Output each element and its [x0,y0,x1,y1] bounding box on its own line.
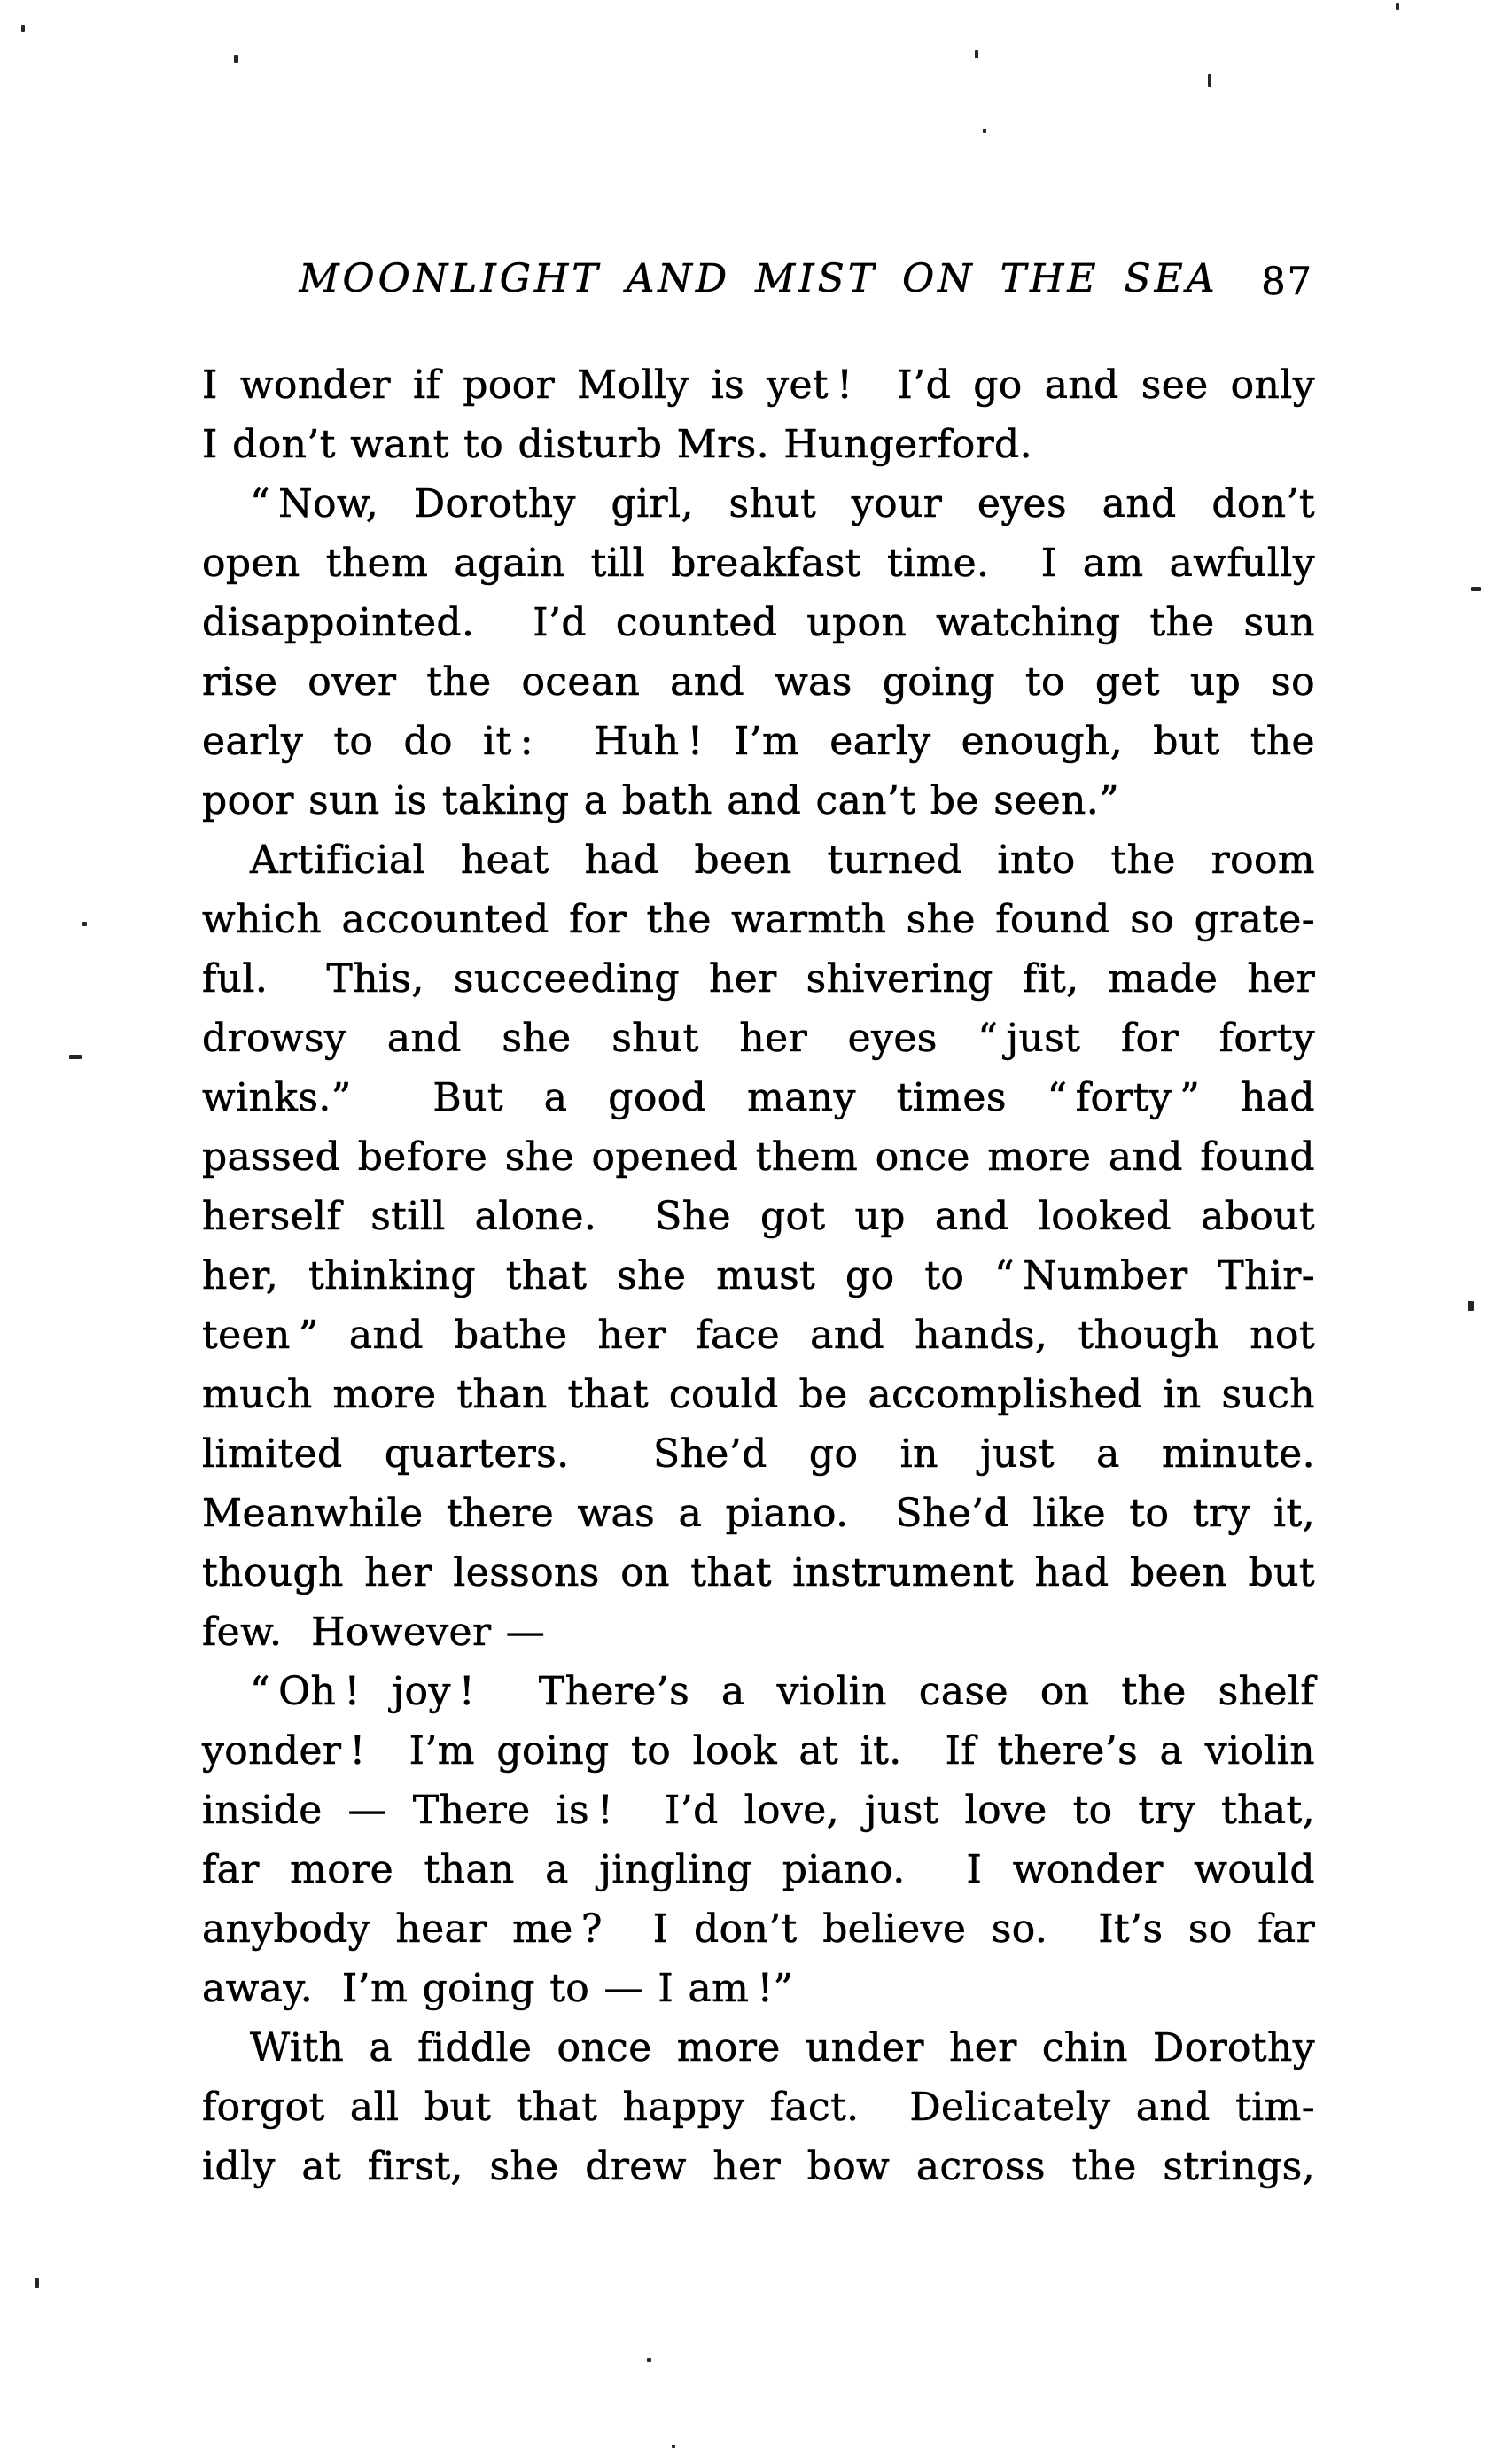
text-line: away. I’m going to — I am !” [202,1966,794,2011]
scan-speck [672,2445,675,2448]
text-line: anybody hear me ? I don’t believe so. It’s so far [202,1906,1315,1952]
text-line: “ Oh ! joy ! There’s a violin case on the shelf [250,1669,1315,1714]
scan-speck [983,129,986,133]
scan-speck [82,922,87,926]
text-line: forgot all but that happy fact. Delicately and tim- [202,2085,1315,2130]
text-line: far more than a jingling piano. I wonder would [202,1847,1315,1892]
text-line: Meanwhile there was a piano. She’d like to try it, [202,1491,1315,1536]
scan-speck [21,25,25,32]
body-text [202,355,1315,2196]
scan-speck [35,2278,39,2288]
text-line: With a fiddle once more under her chin Dorothy [250,2025,1315,2070]
scan-speck [1471,587,1481,591]
text-line: I wonder if poor Molly is yet ! I’d go and see only [202,363,1315,408]
text-line: inside — There is ! I’d love, just love to try that, [202,1788,1315,1833]
text-line: which accounted for the warmth she found so grate- [202,897,1315,942]
running-header-title: MOONLIGHT AND MIST ON THE SEA [299,256,1218,301]
scan-speck [1208,74,1211,87]
text-line: herself still alone. She got up and looked about [202,1194,1315,1239]
text-line: I don’t want to disturb Mrs. Hungerford. [202,422,1032,467]
text-line: yonder ! I’m going to look at it. If there’s a violin [202,1728,1315,1774]
scan-speck [647,2358,651,2362]
text-line: idly at first, she drew her bow across the strings, [202,2144,1315,2189]
text-line: teen ” and bathe her face and hands, though not [202,1313,1315,1358]
text-line: “ Now, Dorothy girl, shut your eyes and don’t [250,481,1315,526]
scan-speck [1468,1301,1474,1311]
text-line: Artificial heat had been turned into the room [250,838,1315,883]
text-line: early to do it : Huh ! I’m early enough, but the [202,719,1315,764]
page-number: 87 [1261,260,1313,304]
scan-speck [69,1055,82,1059]
text-line: passed before she opened them once more and found [202,1135,1315,1180]
scan-speck [1396,3,1399,10]
scan-speck [234,55,238,63]
text-line: rise over the ocean and was going to get up so [202,659,1315,705]
text-line: much more than that could be accomplished in such [202,1372,1315,1417]
text-line: poor sun is taking a bath and can’t be seen.” [202,778,1120,823]
text-line: winks.” But a good many times “ forty ” had [202,1075,1315,1120]
text-line: open them again till breakfast time. I am awfully [202,541,1315,586]
text-line: drowsy and she shut her eyes “ just for forty [202,1016,1315,1061]
text-line: her, thinking that she must go to “ Number Thir- [202,1253,1315,1298]
text-line: though her lessons on that instrument had been but [202,1550,1315,1595]
text-line: limited quarters. She’d go in just a minute. [202,1431,1315,1477]
scan-speck [975,50,978,58]
text-line: ful. This, succeeding her shivering fit, made her [202,956,1315,1002]
running-header [202,257,1315,305]
text-line: disappointed. I’d counted upon watching the sun [202,600,1315,645]
text-line: few. However — [202,1610,546,1655]
